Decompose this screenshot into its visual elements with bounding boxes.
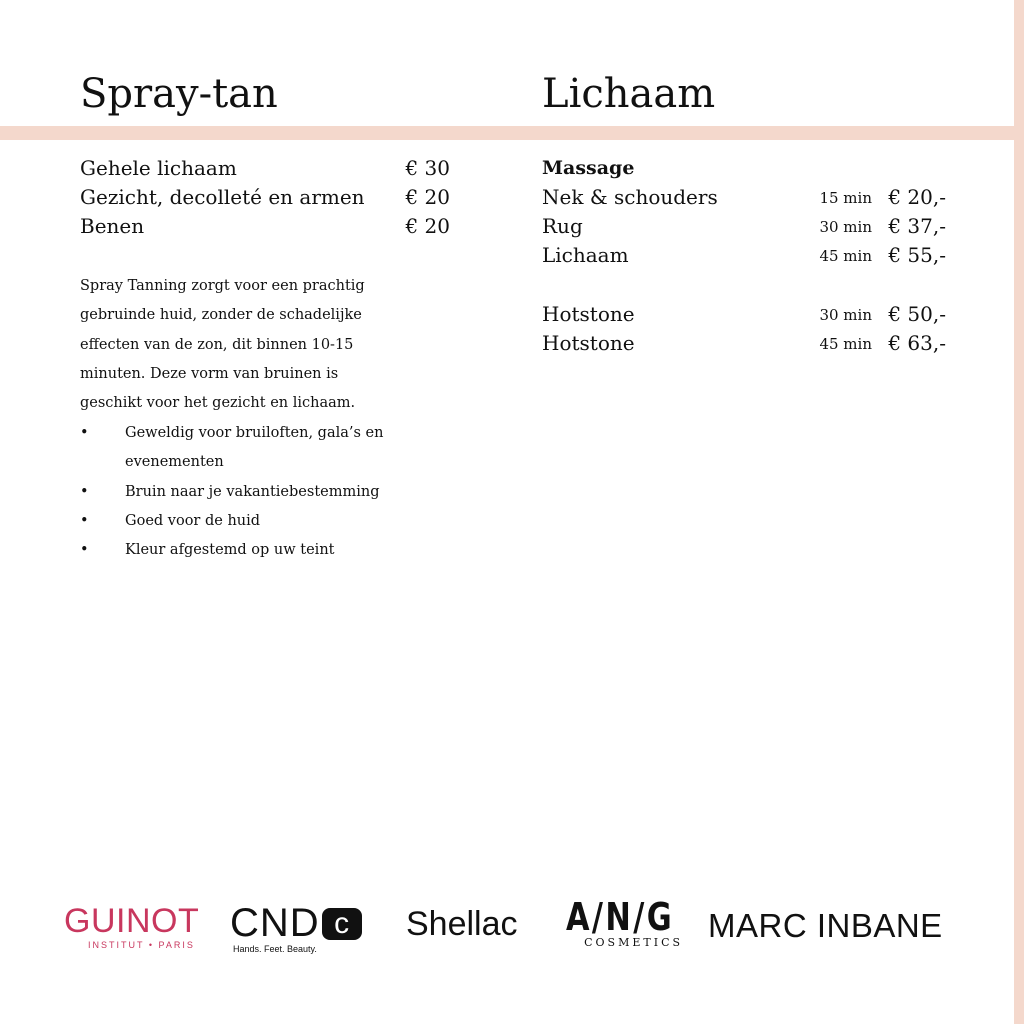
service-duration: 45 min <box>819 247 872 265</box>
service-duration: 15 min <box>819 189 872 207</box>
guinot-logo <box>64 902 199 950</box>
service-name: Benen <box>80 214 145 238</box>
guinot-tagline: INSTITUT • PARIS <box>88 940 195 950</box>
description-line: Spray Tanning zorgt voor een prachtig <box>80 278 365 294</box>
cnd-wordmark: CND <box>230 901 320 945</box>
price-row <box>80 183 450 212</box>
list-item <box>80 419 400 478</box>
service-name: Gezicht, decolleté en armen <box>80 185 365 209</box>
list-item <box>80 536 400 565</box>
cnd-tagline: Hands. Feet. Beauty. <box>233 944 317 954</box>
bullet-icon: • <box>80 483 89 500</box>
price-row <box>542 212 946 241</box>
service-duration: 30 min <box>819 218 872 236</box>
service-price: € 20,- <box>888 185 946 209</box>
right-edge-bar <box>1014 0 1024 1024</box>
list-item-text: Kleur afgestemd op uw teint <box>125 542 335 559</box>
service-price: € 30 <box>405 156 450 180</box>
bullet-icon: • <box>80 512 89 529</box>
description-line: gebruinde huid, zonder de schadelijke <box>80 307 362 324</box>
header-divider <box>0 126 1014 140</box>
service-price: € 50,- <box>888 302 946 326</box>
service-name: Lichaam <box>542 243 629 267</box>
service-name: Gehele lichaam <box>80 156 237 180</box>
lichaam-title: Lichaam <box>542 71 716 117</box>
price-row <box>80 212 450 241</box>
ang-wordmark: A/N/G <box>566 895 675 939</box>
description-line: geschikt voor het gezicht en lichaam. <box>80 395 356 412</box>
list-item <box>80 507 400 536</box>
price-row <box>542 241 946 270</box>
price-row <box>80 154 450 183</box>
description-line: effecten van de zon, dit binnen 10-15 <box>80 336 354 353</box>
service-price: € 20 <box>405 214 450 238</box>
bullet-icon: • <box>80 425 89 441</box>
service-price: € 55,- <box>888 243 946 267</box>
list-item-text: Goed voor de huid <box>125 512 261 529</box>
price-row <box>542 300 946 329</box>
service-name: Nek & schouders <box>542 185 718 209</box>
service-price: € 37,- <box>888 214 946 238</box>
service-name: Hotstone <box>542 302 635 326</box>
service-price: € 20 <box>405 185 450 209</box>
service-name: Rug <box>542 214 583 238</box>
price-row <box>542 329 946 358</box>
cnd-logo <box>230 902 362 954</box>
ang-tagline: COSMETICS <box>584 936 684 949</box>
massage-group-title: Massage <box>542 157 635 179</box>
list-item-text: Bruin naar je vakantiebestemming <box>125 483 380 500</box>
list-item <box>80 478 400 507</box>
marc-inbane-logo: MARC INBANE <box>708 907 943 944</box>
service-duration: 45 min <box>819 335 872 353</box>
cnd-c-mark-icon: c <box>322 908 362 940</box>
price-row <box>542 183 946 212</box>
spray-tan-description <box>80 272 390 418</box>
service-name: Hotstone <box>542 331 635 355</box>
spray-tan-title: Spray-tan <box>80 71 278 117</box>
bullet-icon: • <box>80 542 89 559</box>
guinot-wordmark: GUINOT <box>64 902 200 940</box>
service-price: € 63,- <box>888 331 946 355</box>
ang-logo <box>566 896 701 949</box>
service-duration: 30 min <box>819 306 872 324</box>
shellac-logo: Shellac <box>406 905 518 943</box>
list-item-text: Geweldig voor bruiloften, gala’s en evenementen <box>125 425 384 471</box>
brand-logos <box>60 880 960 980</box>
description-line: minuten. Deze vorm van bruinen is <box>80 365 339 382</box>
benefits-list <box>80 419 400 565</box>
